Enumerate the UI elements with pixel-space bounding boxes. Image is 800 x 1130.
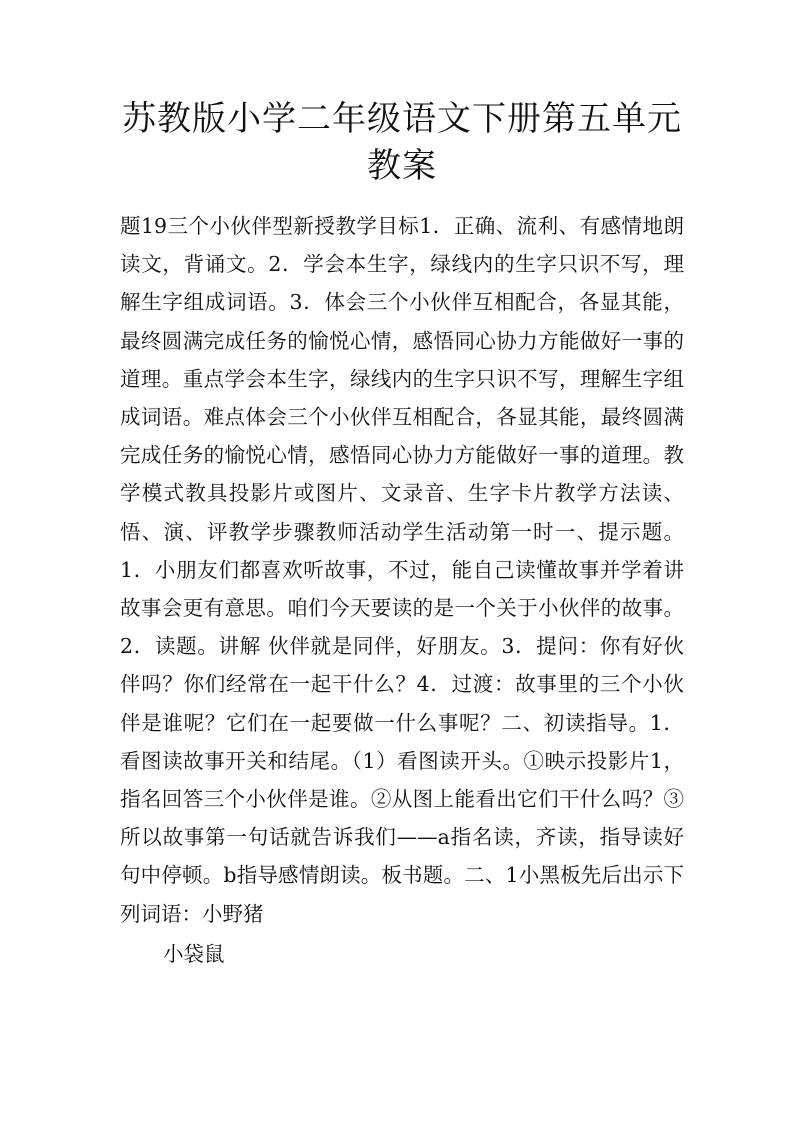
document-vocabulary-line: 小袋鼠 [163,941,225,966]
document-body: 题19三个小伙伴型新授教学目标1．正确、流利、有感情地朗读文，背诵文。2．学会本生字，绿线内的生字只识不写，理解生字组成词语。3．体会三个小伙伴互相配合，各显其能，最终圆满完成任务的愉悦心情，感悟同心协力方能做好一事的道理。重点学会本生字，绿线内的生字只识不写，理解生字组成词语。难点体会三个小伙伴互相配合，各显其能，最终圆满完成任务的愉悦心情，感悟同心协力方能做好一事的道理。教学模式教具投影片或图片、文录音、生字卡片教学方法读、悟、演、评教学步骤教师活动学生活动第一时一、提示题。1．小朋友们都喜欢听故事，不过，能自己读懂故事并学着讲故事会更有意思。咱们今天要读的是一个关于小伙伴的故事。2．读题。讲解 伙伴就是同伴，好朋友。3．提问：你有好伙伴吗？你们经常在一起干什么？4．过渡：故事里的三个小伙伴是谁呢？它们在一起要做一什么事呢？二、初读指导。1．看图读故事开关和结尾。（1）看图读开头。①映示投影片1，指名回答三个小伙伴是谁。②从图上能看出它们干什么吗？③所以故事第一句话就告诉我们——a指名读，齐读，指导读好句中停顿。b指导感情朗读。板书题。二、1小黑板先后出示下列词语：小野猪 [120,214,684,926]
document-title: 苏教版小学二年级语文下册第五单元教案 [122,99,682,186]
